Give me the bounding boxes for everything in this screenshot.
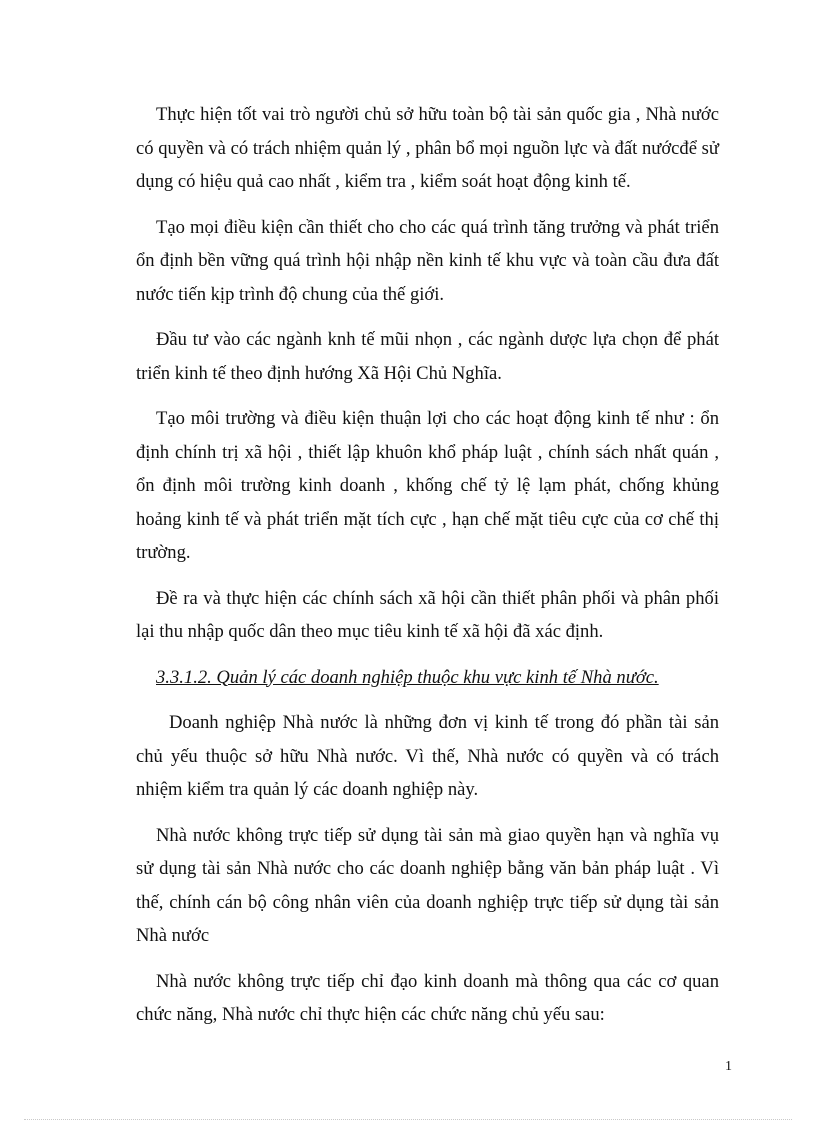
paragraph-state-enterprises: Doanh nghiệp Nhà nước là những đơn vị kinh tế trong đó phần tài sản chủ yếu thuộc sở hữu Nhà nước. Vì thế, Nhà nước có quyền và có trách nhiệm kiểm tra quản lý các doanh nghiệp này.: [136, 712, 719, 800]
paragraph-owner-role: Thực hiện tốt vai trò người chủ sở hữu toàn bộ tài sản quốc gia , Nhà nước có quyền và có trách nhiệm quản lý , phân bổ mọi nguồn lực và đất nướcđể sử dụng có hiệu quả cao nhất , kiểm tra , kiểm soát hoạt động kinh tế.: [136, 104, 719, 192]
paragraph-growth-conditions: Tạo mọi điều kiện cần thiết cho cho các quá trình tăng trưởng và phát triển ổn định bền vững quá trình hội nhập nền kinh tế khu vực và toàn cầu đưa đất nước tiến kịp trình độ chung của thế giới.: [136, 216, 719, 305]
footer-divider: [24, 1119, 792, 1120]
paragraph-main-functions: Nhà nước không trực tiếp chỉ đạo kinh doanh mà thông qua các cơ quan chức năng, Nhà nước chỉ thực hiện các chức năng chủ yếu sau:: [136, 970, 719, 1025]
paragraph-social-policy: Đề ra và thực hiện các chính sách xã hội cần thiết phân phối và phân phối lại thu nhập quốc dân theo mục tiêu kinh tế xã hội đã xác định.: [136, 587, 719, 642]
document-body: [136, 98, 719, 1044]
section-heading: 3.3.1.2. Quản lý các doanh nghiệp thuộc khu vực kinh tế Nhà nước.: [156, 666, 659, 688]
paragraph-asset-usage: Nhà nước không trực tiếp sử dụng tài sản mà giao quyền hạn và nghĩa vụ sử dụng tài sản Nhà nước cho các doanh nghiệp bằng văn bản pháp luật . Vì thế, chính cán bộ công nhân viên của doanh nghiệp trực tiếp sử dụng tài sản Nhà nước: [136, 824, 719, 946]
page-number: 1: [725, 1059, 732, 1074]
paragraph-key-sectors: Đầu tư vào các ngành knh tế mũi nhọn , các ngành dược lựa chọn để phát triển kinh tế theo định hướng Xã Hội Chủ Nghĩa.: [136, 329, 719, 384]
paragraph-favorable-environment: Tạo môi trường và điều kiện thuận lợi cho các hoạt động kinh tế như : ổn định chính trị xã hội , thiết lập khuôn khổ pháp luật , chính sách nhất quán , ổn định môi trường kinh doanh , khống chế tỷ lệ lạm phát, chống khủng hoảng kinh tế và phát triển mặt tích cực , hạn chế mặt tiêu cực của cơ chế thị trường.: [136, 408, 719, 563]
